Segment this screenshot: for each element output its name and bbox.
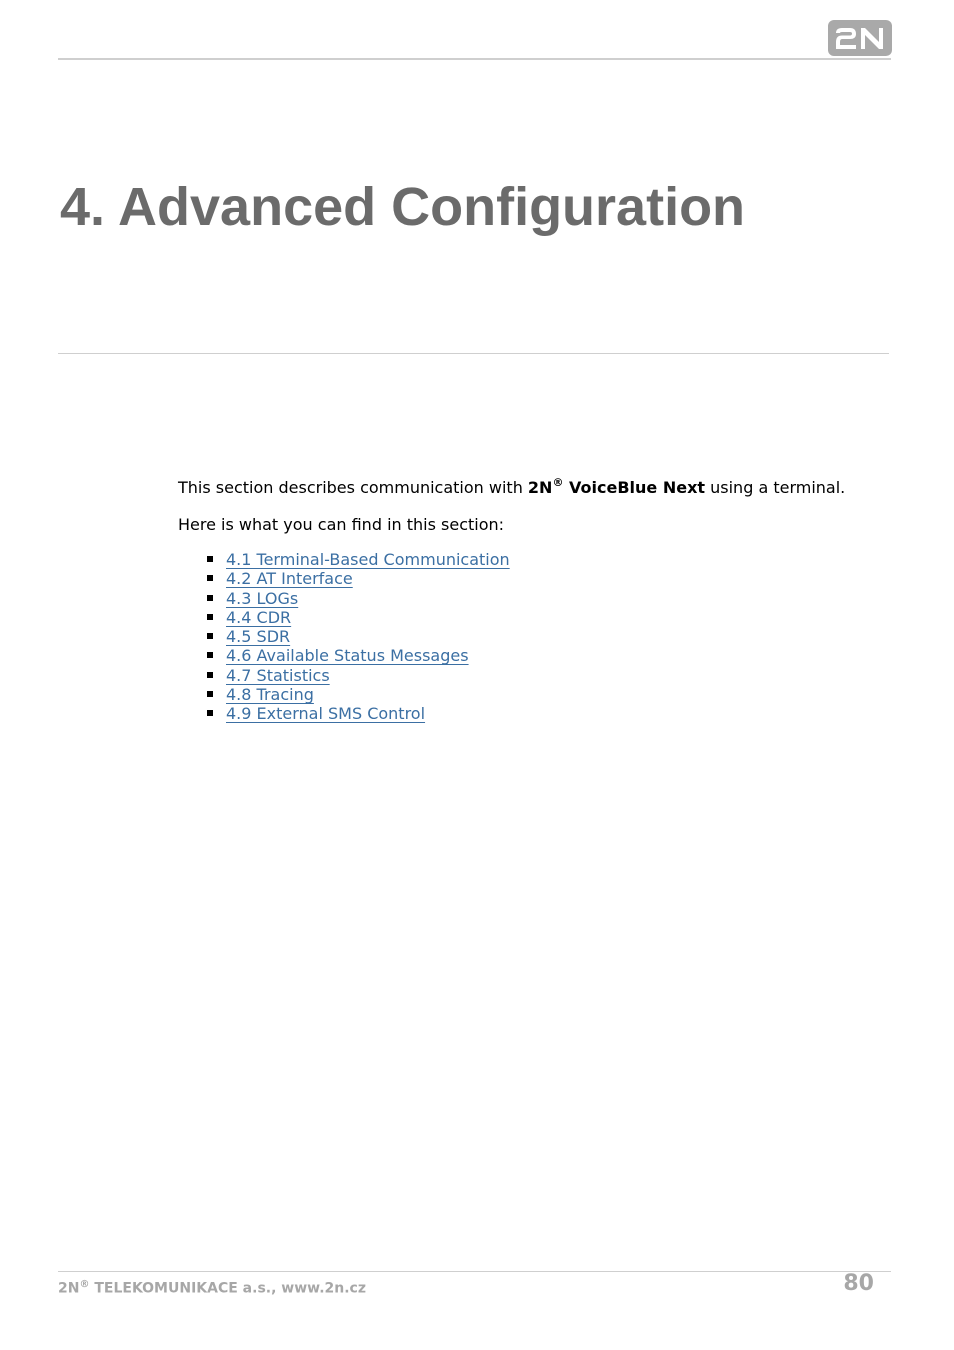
brand-2n: 2N	[527, 478, 553, 497]
toc-item	[207, 589, 878, 608]
toc-link-4-2[interactable]: 4.2 AT Interface	[226, 569, 353, 589]
page-number: 80	[843, 1271, 874, 1296]
toc-link-4-5[interactable]: 4.5 SDR	[226, 627, 291, 647]
logo-2n-icon	[828, 20, 892, 56]
intro-text-after: using a terminal.	[705, 478, 846, 497]
bullet-icon	[207, 691, 213, 697]
footer-divider	[58, 1271, 891, 1272]
toc-heading: Here is what you can find in this section:	[178, 515, 505, 534]
toc-item	[207, 569, 878, 588]
chapter-title: 4. Advanced Configuration	[60, 177, 746, 237]
toc-link-4-6[interactable]: 4.6 Available Status Messages	[226, 646, 469, 666]
footer-company	[58, 1279, 366, 1297]
header-divider	[58, 58, 891, 60]
title-divider	[58, 353, 889, 354]
bullet-icon	[207, 710, 213, 716]
toc-link-4-3[interactable]: 4.3 LOGs	[226, 588, 299, 608]
toc-item	[207, 646, 878, 665]
brand-logo	[828, 20, 892, 56]
toc-item	[207, 704, 878, 723]
registered-mark: ®	[552, 475, 564, 489]
brand-name	[527, 475, 706, 497]
bullet-icon	[207, 633, 213, 639]
toc-item	[207, 627, 878, 646]
toc-link-4-4[interactable]: 4.4 CDR	[226, 607, 292, 627]
bullet-icon	[207, 575, 213, 581]
toc-item	[207, 550, 878, 569]
intro-paragraph	[178, 476, 878, 500]
toc-link-4-9[interactable]: 4.9 External SMS Control	[226, 704, 426, 724]
section-body	[178, 476, 878, 724]
footer-company-text: TELEKOMUNIKACE a.s., www.2n.cz	[89, 1280, 366, 1297]
bullet-icon	[207, 672, 213, 678]
toc-link-4-1[interactable]: 4.1 Terminal-Based Communication	[226, 550, 510, 569]
toc-item	[207, 608, 878, 627]
bullet-icon	[207, 614, 213, 620]
footer-brand: 2N	[58, 1280, 80, 1297]
bullet-icon	[207, 556, 213, 562]
toc-link-4-7[interactable]: 4.7 Statistics	[226, 665, 330, 685]
toc-list	[207, 550, 878, 724]
product-name: VoiceBlue Next	[563, 478, 706, 497]
toc-item	[207, 666, 878, 685]
toc-link-4-8[interactable]: 4.8 Tracing	[226, 685, 314, 705]
intro-text-before: This section describes communication with	[178, 478, 528, 497]
bullet-icon	[207, 595, 213, 601]
bullet-icon	[207, 652, 213, 658]
toc-item	[207, 685, 878, 704]
footer-registered-mark: ®	[79, 1279, 90, 1290]
